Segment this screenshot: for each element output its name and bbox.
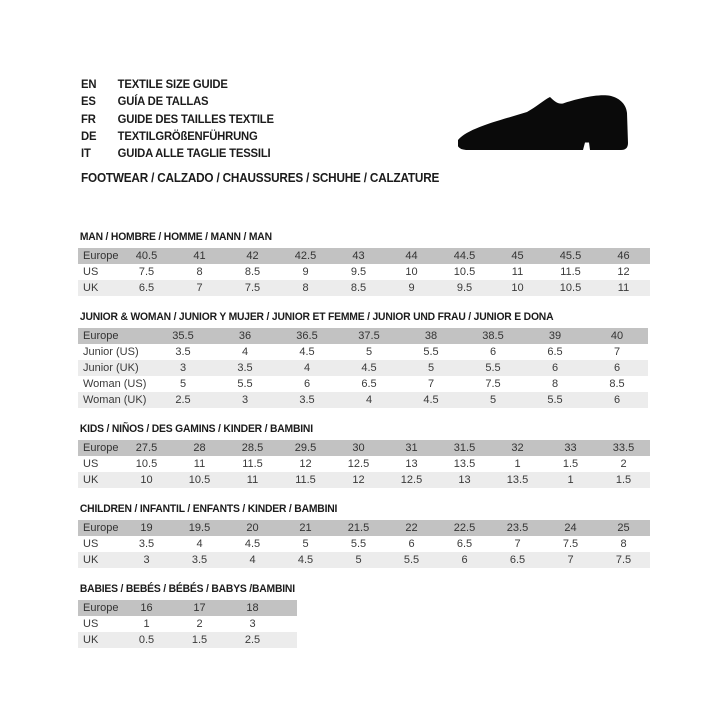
- size-value: 9: [408, 282, 415, 294]
- size-value: 5: [365, 346, 373, 358]
- table-row: [78, 520, 650, 536]
- language-label: TEXTILGRÖßENFÜHRUNG: [117, 128, 258, 143]
- size-value: 4.5: [297, 554, 314, 566]
- size-value: 1: [143, 618, 150, 630]
- language-label: GUIDA ALLE TAGLIE TESSILI: [117, 146, 271, 161]
- size-value: 9.5: [350, 266, 367, 278]
- size-value: 31: [405, 442, 418, 454]
- size-value: 8: [196, 266, 203, 278]
- size-value: 7: [196, 282, 203, 294]
- size-value: 4: [196, 538, 203, 550]
- table-row: [78, 600, 297, 616]
- size-value: 13: [405, 458, 418, 470]
- size-value: 2: [196, 618, 203, 630]
- size-value: 7.5: [244, 282, 261, 294]
- size-value: 30: [352, 442, 365, 454]
- size-value: 3.5: [299, 394, 315, 406]
- size-table-man: [78, 248, 650, 296]
- size-value: 0.5: [138, 634, 155, 646]
- size-value: 9: [302, 266, 309, 278]
- size-value: 21.5: [347, 522, 370, 534]
- row-label: US: [83, 266, 99, 278]
- size-value: 13: [458, 474, 471, 486]
- table-row: [78, 456, 650, 472]
- size-value: 5.5: [547, 394, 563, 406]
- size-value: 1: [514, 458, 521, 470]
- size-value: 6: [613, 394, 621, 406]
- size-value: 7: [427, 378, 435, 390]
- size-value: 36: [238, 330, 252, 342]
- size-value: 5: [427, 362, 435, 374]
- spacer-cell: [279, 616, 297, 632]
- language-row-fr: [81, 111, 274, 128]
- table-row: [78, 280, 650, 296]
- size-value: 12: [299, 458, 312, 470]
- size-value: 1.5: [615, 474, 632, 486]
- row-label: Europe: [83, 442, 119, 454]
- size-value: 25: [617, 522, 630, 534]
- size-table-kids: [78, 440, 650, 488]
- table-title: BABIES / BEBÉS / BÉBÉS / BABYS /BAMBINI: [79, 583, 295, 595]
- size-value: 10.5: [135, 458, 158, 470]
- row-label: UK: [83, 474, 99, 486]
- row-label: US: [83, 618, 99, 630]
- size-value: 7.5: [485, 378, 501, 390]
- size-value: 8.5: [609, 378, 625, 390]
- row-label: UK: [83, 554, 99, 566]
- size-value: 20: [246, 522, 259, 534]
- size-value: 35.5: [172, 330, 194, 342]
- size-value: 23.5: [506, 522, 529, 534]
- size-value: 5: [355, 554, 362, 566]
- size-value: 3: [143, 554, 150, 566]
- size-value: 40: [610, 330, 624, 342]
- size-value: 38: [424, 330, 438, 342]
- row-label: Europe: [83, 522, 119, 534]
- size-value: 33: [564, 442, 577, 454]
- table-row: [78, 472, 650, 488]
- size-table-children: [78, 520, 650, 568]
- size-value: 5.5: [350, 538, 367, 550]
- table-title: MAN / HOMBRE / HOMME / MANN / MAN: [79, 231, 272, 243]
- category-title: FOOTWEAR / CALZADO / CHAUSSURES / SCHUHE / CALZATURE: [81, 171, 440, 185]
- size-value: 3: [179, 362, 187, 374]
- size-value: 4: [303, 362, 311, 374]
- table-row: [78, 344, 648, 360]
- size-value: 41: [193, 250, 206, 262]
- size-value: 8: [302, 282, 309, 294]
- size-value: 19: [140, 522, 153, 534]
- row-label: Junior (UK): [83, 362, 139, 374]
- size-value: 7.5: [615, 554, 632, 566]
- size-value: 11.5: [295, 474, 316, 486]
- size-value: 4.5: [423, 394, 439, 406]
- size-value: 10: [511, 282, 524, 294]
- size-value: 8.5: [350, 282, 367, 294]
- size-value: 3.5: [191, 554, 208, 566]
- size-value: 2.5: [175, 394, 191, 406]
- size-value: 10.5: [453, 266, 476, 278]
- size-value: 8: [620, 538, 627, 550]
- section-man: [78, 230, 658, 296]
- table-row: [78, 376, 648, 392]
- size-value: 13.5: [506, 474, 529, 486]
- language-code: EN: [81, 77, 97, 91]
- table-row: [78, 536, 650, 552]
- size-value: 11: [617, 282, 630, 294]
- size-value: 27.5: [135, 442, 158, 454]
- spacer-cell: [279, 632, 297, 648]
- table-row: [78, 264, 650, 280]
- table-title: JUNIOR & WOMAN / JUNIOR Y MUJER / JUNIOR ET FEMME / JUNIOR UND FRAU / JUNIOR E DONA: [79, 311, 554, 323]
- size-value: 6.5: [361, 378, 377, 390]
- size-value: 6.5: [138, 282, 155, 294]
- size-value: 6: [551, 362, 559, 374]
- size-value: 10.5: [188, 474, 211, 486]
- size-value: 45: [511, 250, 524, 262]
- size-value: 4.5: [244, 538, 261, 550]
- size-value: 42.5: [294, 250, 317, 262]
- size-value: 5: [302, 538, 309, 550]
- size-value: 22: [405, 522, 418, 534]
- language-code: DE: [81, 128, 97, 143]
- language-code: IT: [81, 146, 91, 161]
- row-label: Woman (US): [83, 378, 147, 390]
- size-value: 17: [193, 602, 206, 614]
- size-value: 3: [241, 394, 249, 406]
- size-value: 12.5: [347, 458, 370, 470]
- size-value: 11: [193, 458, 206, 470]
- size-value: 19.5: [188, 522, 211, 534]
- section-kids: [78, 422, 658, 488]
- size-value: 5.5: [485, 362, 501, 374]
- table-title: KIDS / NIÑOS / DES GAMINS / KINDER / BAMBINI: [79, 423, 313, 435]
- size-value: 11.5: [242, 458, 263, 470]
- size-tables: [78, 230, 658, 662]
- section-babies: [78, 582, 658, 648]
- size-value: 3.5: [138, 538, 155, 550]
- size-value: 1.5: [562, 458, 579, 470]
- size-value: 4: [241, 346, 249, 358]
- size-value: 4: [365, 394, 373, 406]
- table-row: [78, 632, 297, 648]
- size-value: 10: [140, 474, 153, 486]
- row-label: UK: [83, 634, 99, 646]
- language-code: FR: [81, 111, 96, 126]
- size-value: 16: [140, 602, 153, 614]
- size-value: 7: [567, 554, 574, 566]
- size-value: 6: [613, 362, 621, 374]
- size-value: 6.5: [456, 538, 473, 550]
- size-value: 4.5: [361, 362, 377, 374]
- language-row-it: [81, 145, 274, 162]
- language-code: ES: [81, 94, 96, 109]
- row-label: Europe: [83, 602, 119, 614]
- size-value: 12.5: [400, 474, 423, 486]
- size-table-babies: [78, 600, 297, 648]
- size-value: 44: [405, 250, 418, 262]
- size-value: 12: [617, 266, 630, 278]
- table-row: [78, 248, 650, 264]
- size-value: 5.5: [237, 378, 253, 390]
- size-value: 13.5: [453, 458, 476, 470]
- table-row: [78, 392, 648, 408]
- language-label: GUÍA DE TALLAS: [117, 94, 209, 109]
- size-value: 5.5: [423, 346, 439, 358]
- size-value: 42: [246, 250, 259, 262]
- size-value: 45.5: [559, 250, 582, 262]
- size-value: 3.5: [237, 362, 253, 374]
- size-value: 2: [620, 458, 627, 470]
- size-value: 46: [617, 250, 630, 262]
- size-value: 7: [514, 538, 521, 550]
- size-value: 7.5: [562, 538, 579, 550]
- size-value: 31.5: [453, 442, 476, 454]
- size-value: 11: [511, 266, 524, 278]
- language-list: [81, 76, 274, 162]
- size-value: 8: [551, 378, 559, 390]
- size-value: 6.5: [547, 346, 563, 358]
- size-value: 6: [303, 378, 311, 390]
- table-row: [78, 440, 650, 456]
- size-value: 6: [408, 538, 415, 550]
- language-label: TEXTILE SIZE GUIDE: [117, 77, 228, 91]
- size-value: 6.5: [509, 554, 526, 566]
- size-table-junior-woman: [78, 328, 648, 408]
- size-value: 40.5: [135, 250, 158, 262]
- section-children: [78, 502, 658, 568]
- size-value: 32: [511, 442, 524, 454]
- size-value: 36.5: [296, 330, 318, 342]
- size-value: 1.5: [191, 634, 208, 646]
- size-value: 11: [246, 474, 259, 486]
- size-value: 11.5: [560, 266, 581, 278]
- size-value: 29.5: [294, 442, 317, 454]
- size-value: 28: [193, 442, 206, 454]
- size-value: 9.5: [456, 282, 473, 294]
- size-value: 44.5: [453, 250, 476, 262]
- size-value: 8.5: [244, 266, 261, 278]
- size-value: 3.5: [175, 346, 191, 358]
- size-value: 6: [489, 346, 497, 358]
- row-label: Europe: [83, 330, 119, 342]
- size-value: 7.5: [138, 266, 155, 278]
- row-label: Junior (US): [83, 346, 139, 358]
- row-label: Woman (UK): [83, 394, 147, 406]
- spacer-cell: [279, 600, 297, 616]
- size-value: 37.5: [358, 330, 380, 342]
- dress-shoe-icon: [458, 94, 628, 152]
- table-row: [78, 552, 650, 568]
- size-value: 6: [461, 554, 468, 566]
- table-title: CHILDREN / INFANTIL / ENFANTS / KINDER / BAMBINI: [79, 503, 338, 515]
- language-row-es: [81, 93, 274, 110]
- table-row: [78, 328, 648, 344]
- size-value: 39: [548, 330, 562, 342]
- size-value: 2.5: [244, 634, 261, 646]
- size-value: 21: [299, 522, 312, 534]
- size-value: 28.5: [241, 442, 264, 454]
- size-value: 1: [567, 474, 574, 486]
- size-value: 12: [352, 474, 365, 486]
- size-value: 10.5: [559, 282, 582, 294]
- size-value: 33.5: [612, 442, 635, 454]
- row-label: Europe: [83, 250, 119, 262]
- table-row: [78, 360, 648, 376]
- section-junior-woman: [78, 310, 658, 408]
- row-label: UK: [83, 282, 99, 294]
- language-row-en: [81, 76, 274, 93]
- size-value: 38.5: [482, 330, 504, 342]
- row-label: US: [83, 538, 99, 550]
- size-value: 5.5: [403, 554, 420, 566]
- language-row-de: [81, 128, 274, 145]
- size-value: 5: [489, 394, 497, 406]
- size-value: 7: [613, 346, 621, 358]
- size-value: 43: [352, 250, 365, 262]
- size-value: 4.5: [299, 346, 315, 358]
- size-value: 4: [249, 554, 256, 566]
- size-value: 3: [249, 618, 256, 630]
- size-value: 5: [179, 378, 187, 390]
- table-row: [78, 616, 297, 632]
- size-value: 22.5: [453, 522, 476, 534]
- size-value: 10: [405, 266, 418, 278]
- row-label: US: [83, 458, 99, 470]
- size-value: 18: [246, 602, 259, 614]
- size-value: 24: [564, 522, 577, 534]
- language-label: GUIDE DES TAILLES TEXTILE: [117, 111, 274, 126]
